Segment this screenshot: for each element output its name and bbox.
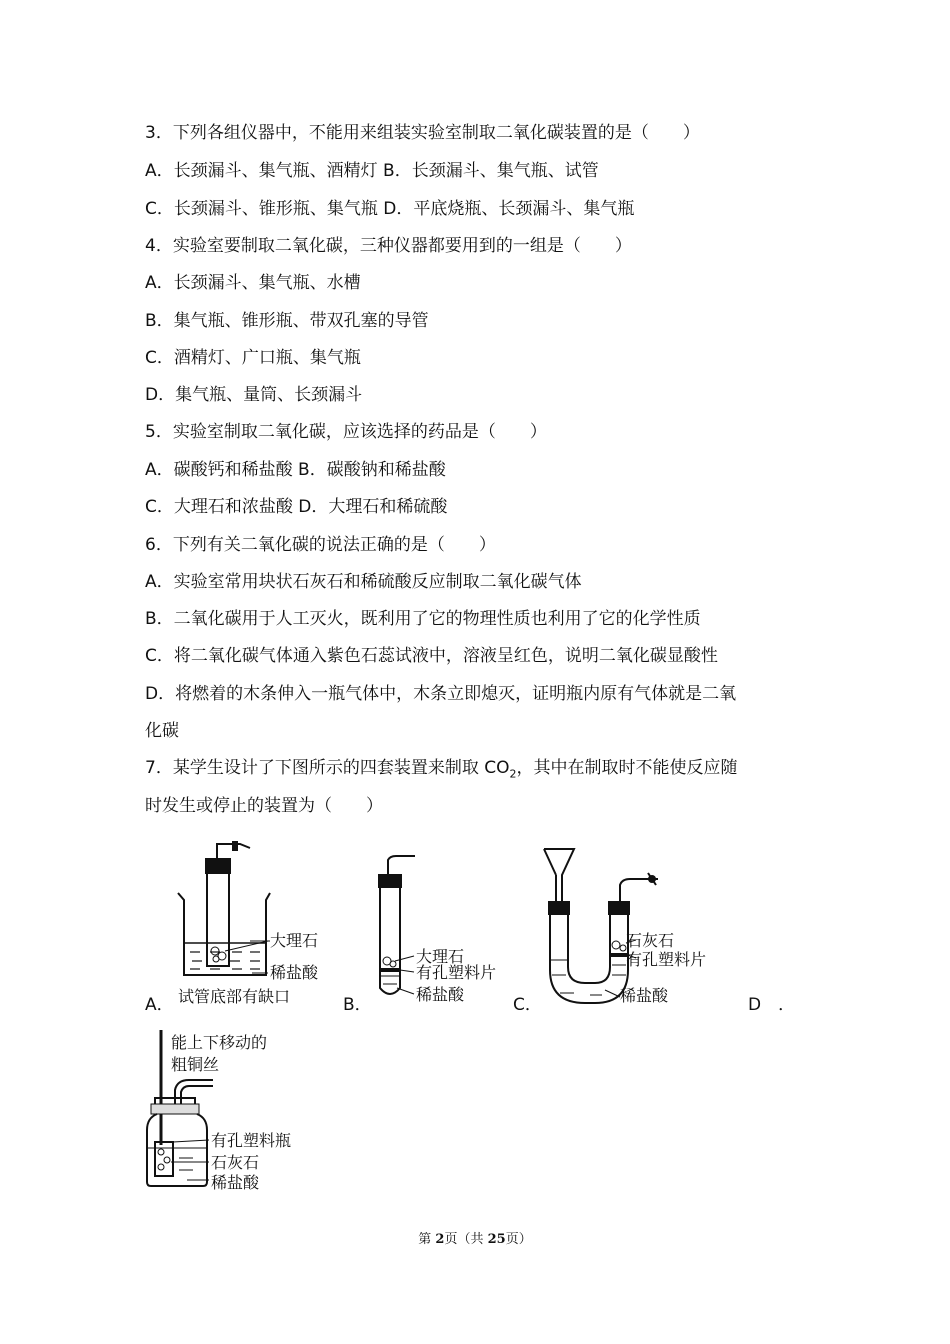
fig-a-label-notch: 试管底部有缺口 bbox=[178, 987, 291, 1006]
page-footer: 第 2页（共 25页） bbox=[418, 1232, 532, 1247]
fig-d-label-copper: 粗铜丝 bbox=[171, 1055, 220, 1074]
figure-b-apparatus bbox=[370, 848, 510, 1008]
fig-b-label-plastic: 有孔塑料片 bbox=[416, 963, 497, 982]
q7-option-b-label: B． bbox=[343, 995, 372, 1015]
q5-options-cd: C．大理石和浓盐酸 D．大理石和稀硫酸 bbox=[145, 497, 448, 517]
q7-option-d-label: D ． bbox=[748, 995, 796, 1015]
q4-option-c: C．酒精灯、广口瓶、集气瓶 bbox=[145, 348, 361, 368]
fig-d-label-movable: 能上下移动的 bbox=[171, 1033, 268, 1052]
q6-option-c: C．将二氧化碳气体通入紫色石蕊试液中，溶液呈红色，说明二氧化碳显酸性 bbox=[145, 646, 718, 666]
fig-b-label-marble: 大理石 bbox=[416, 947, 465, 966]
q6-option-d-cont: 化碳 bbox=[145, 721, 179, 741]
q3-options-ab: A．长颈漏斗、集气瓶、酒精灯 B．长颈漏斗、集气瓶、试管 bbox=[145, 161, 599, 181]
fig-c-label-acid: 稀盐酸 bbox=[620, 986, 669, 1005]
q3-options-cd: C．长颈漏斗、锥形瓶、集气瓶 D．平底烧瓶、长颈漏斗、集气瓶 bbox=[145, 199, 635, 219]
fig-d-label-acid: 稀盐酸 bbox=[211, 1173, 260, 1192]
figure-d-apparatus bbox=[143, 1030, 323, 1195]
fig-a-label-marble: 大理石 bbox=[270, 931, 319, 950]
fig-d-label-plastic-bottle: 有孔塑料瓶 bbox=[211, 1131, 292, 1150]
fig-c-label-limestone: 石灰石 bbox=[626, 931, 675, 950]
q6-option-b: B．二氧化碳用于人工灭火，既利用了它的物理性质也利用了它的化学性质 bbox=[145, 609, 701, 629]
q5-options-ab: A．碳酸钙和稀盐酸 B．碳酸钠和稀盐酸 bbox=[145, 460, 446, 480]
q7-option-c-label: C． bbox=[513, 995, 542, 1015]
q4-option-d: D．集气瓶、量筒、长颈漏斗 bbox=[145, 385, 363, 405]
q3-stem: 3．下列各组仪器中，不能用来组装实验室制取二氧化碳装置的是（ ） bbox=[145, 123, 700, 143]
q7-option-a-label: A． bbox=[145, 995, 174, 1015]
figure-a-apparatus bbox=[170, 838, 340, 1013]
fig-c-label-plastic: 有孔塑料片 bbox=[626, 950, 707, 969]
fig-d-label-limestone: 石灰石 bbox=[211, 1153, 260, 1172]
q6-stem: 6．下列有关二氧化碳的说法正确的是（ ） bbox=[145, 535, 496, 555]
q4-stem: 4．实验室要制取二氧化碳，三种仪器都要用到的一组是（ ） bbox=[145, 236, 632, 256]
fig-b-label-acid: 稀盐酸 bbox=[416, 985, 465, 1004]
q7-stem-cont: 时发生或停止的装置为（ ） bbox=[145, 796, 383, 816]
q6-option-a: A．实验室常用块状石灰石和稀硫酸反应制取二氧化碳气体 bbox=[145, 572, 582, 592]
q7-stem: 7．某学生设计了下图所示的四套装置来制取 $CO_2$，其中在制取时不能使反应随 bbox=[145, 758, 738, 781]
figure-c-apparatus bbox=[540, 845, 740, 1010]
q5-stem: 5．实验室制取二氧化碳，应该选择的药品是（ ） bbox=[145, 422, 547, 442]
fig-a-label-acid: 稀盐酸 bbox=[270, 963, 319, 982]
q4-option-b: B．集气瓶、锥形瓶、带双孔塞的导管 bbox=[145, 311, 429, 331]
q4-option-a: A．长颈漏斗、集气瓶、水槽 bbox=[145, 273, 361, 293]
q6-option-d: D．将燃着的木条伸入一瓶气体中，木条立即熄灭，证明瓶内原有气体就是二氧 bbox=[145, 684, 737, 704]
